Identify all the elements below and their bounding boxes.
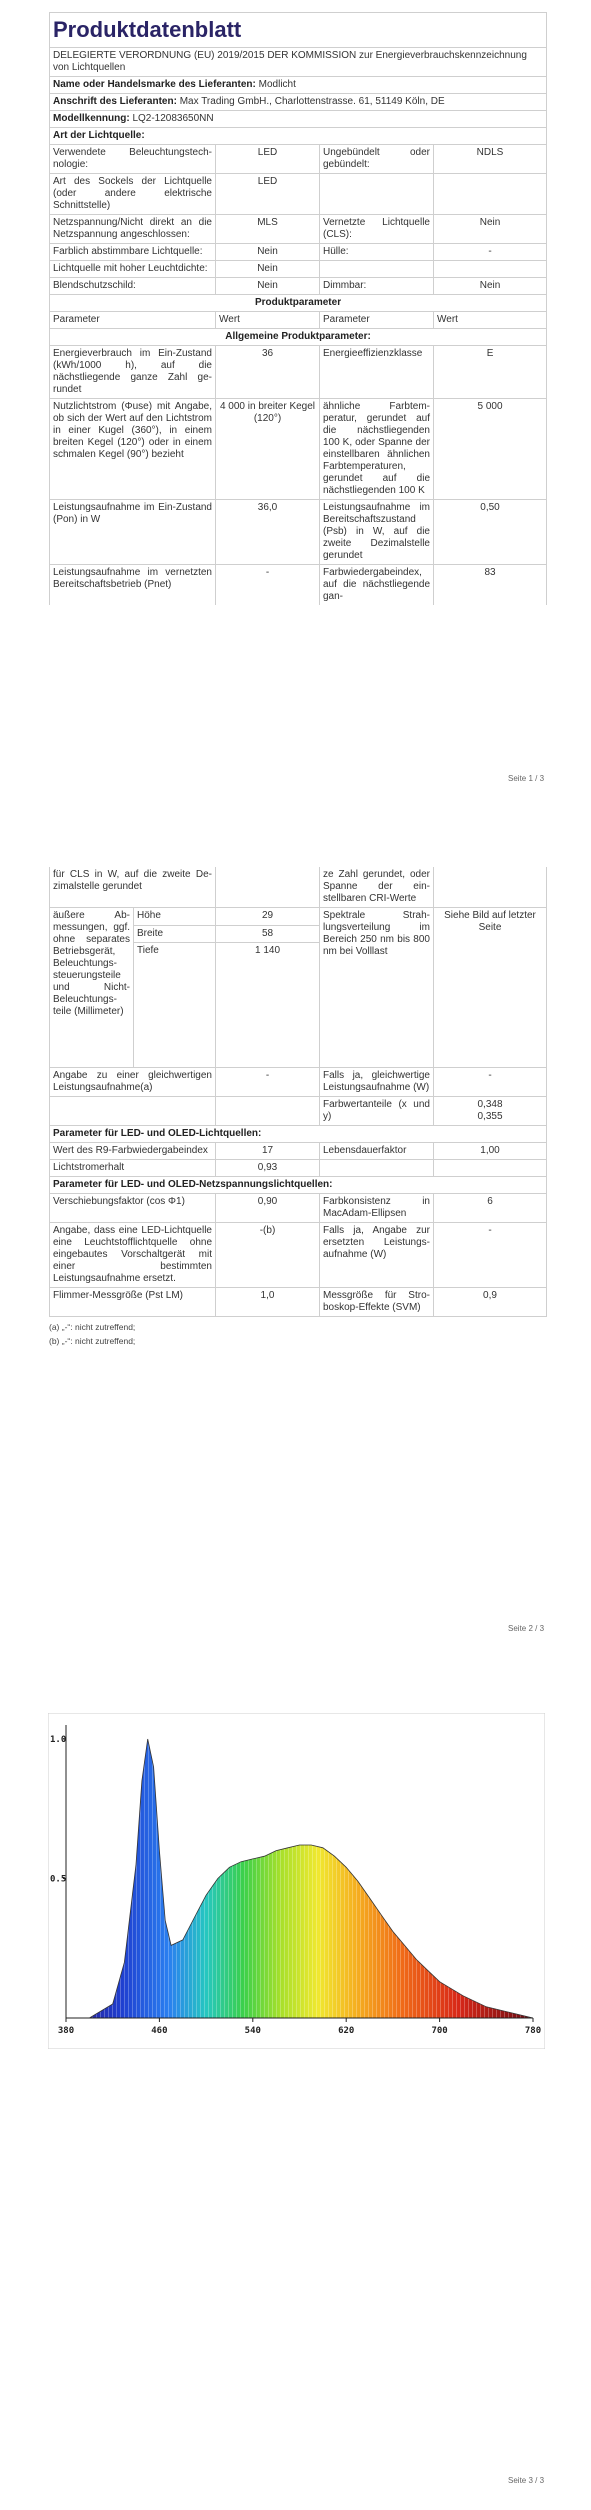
supplier-address-value: Max Trading GmbH., Charlottenstrasse. 61, 51149 Köln, DE — [179, 96, 445, 107]
x-tick-label: 620 — [338, 2026, 355, 2036]
table-row — [50, 215, 547, 244]
param-value: - — [434, 1223, 547, 1288]
supplier-name-label: Name oder Handelsmarke des Lieferanten: — [53, 79, 256, 90]
page-number: Seite 3 / 3 — [508, 2476, 545, 2485]
dimension-key: Höhe — [134, 908, 216, 926]
param-value: - — [434, 244, 547, 261]
supplier-name-row — [50, 77, 547, 94]
col-header-value: Wert — [216, 312, 320, 329]
param-value: 1,0 — [216, 1288, 320, 1317]
param-label: Messgröße für Stroboskop-Effekte (SVM) — [320, 1288, 434, 1317]
param-value: 0,348 0,355 — [434, 1097, 547, 1126]
supplier-address-row — [50, 94, 547, 111]
table-row — [50, 1068, 547, 1097]
param-label: Wert des R9-Farbwiedergabeindex — [50, 1143, 216, 1160]
param-label: Blendschutzschild: — [50, 278, 216, 295]
x-tick-label: 380 — [57, 2026, 75, 2036]
table-row — [50, 1160, 547, 1177]
param-label: Farblich abstimmbare Lichtquelle: — [50, 244, 216, 261]
param-value — [434, 174, 547, 215]
table-row — [50, 174, 547, 215]
param-value: - — [216, 1068, 320, 1097]
spectrum-chart — [48, 1713, 545, 2049]
param-label: Falls ja, Angabe zur ersetzten Leistungsaufnahme (W) — [320, 1223, 434, 1288]
param-label: Leistungsaufnahme im vernetzten Bereitschaftsbetrieb (Pnet) — [50, 565, 216, 606]
param-label: Dimmbar: — [320, 278, 434, 295]
param-value: LED — [216, 145, 320, 174]
table-row — [50, 565, 547, 606]
param-label — [320, 1160, 434, 1177]
table-row — [50, 346, 547, 399]
param-value: Nein — [216, 244, 320, 261]
param-label: für CLS in W, auf die zweite Dezimalstelle gerundet — [50, 867, 216, 908]
page-1 — [0, 0, 591, 800]
page-number: Seite 1 / 3 — [508, 774, 545, 783]
table-row — [50, 399, 547, 500]
dimension-value: 58 — [216, 925, 320, 943]
table-row — [50, 500, 547, 565]
param-label: Farbwertanteile (x und y) — [320, 1097, 434, 1126]
x-tick-label: 700 — [431, 2026, 448, 2036]
param-label: Verschiebungsfaktor (cos Φ1) — [50, 1194, 216, 1223]
table-row — [50, 867, 547, 908]
param-label: Falls ja, gleichwertige Leistungsaufnahme (W) — [320, 1068, 434, 1097]
general-params-header: Allgemeine Produktparameter: — [50, 329, 547, 346]
param-label: Farbwiedergabeindex, auf die nächstliegende gan- — [320, 565, 434, 606]
led-params-header: Parameter für LED- und OLED-Lichtquellen: — [50, 1126, 547, 1143]
param-label: ähnliche Farbtemperatur, gerundet auf die nächstliegenden 100 K, oder Spanne der einstellbaren ähnlichen Farbtemperaturen, gerundet auf die nächstliegenden 100 K — [320, 399, 434, 500]
param-label: Energieverbrauch im Ein-Zustand (kWh/1000 h), auf die nächstliegende ganze Zahl gerundet — [50, 346, 216, 399]
param-label: ze Zahl gerundet, oder Spanne der einstellbaren CRI-Werte — [320, 867, 434, 908]
param-label: Angabe, dass eine LED-Lichtquelle eine Leuchtstofflichtquelle ohne eingebautes Vorschaltgerät mit einer bestimmten Leistungsaufnahme ersetzt. — [50, 1223, 216, 1288]
y-tick-label: 0.5 — [50, 1874, 67, 1885]
param-value: 36,0 — [216, 500, 320, 565]
param-value — [434, 261, 547, 278]
param-value: MLS — [216, 215, 320, 244]
datasheet-page-1 — [49, 12, 546, 605]
dimension-value: 1 140 — [216, 943, 320, 1068]
dimension-key: Breite — [134, 925, 216, 943]
param-value: 0,93 — [216, 1160, 320, 1177]
page-title: Produktdatenblatt — [50, 13, 547, 48]
param-label: Angabe zu einer gleichwertigen Leistungsaufnahme(a) — [50, 1068, 216, 1097]
regulation-subtitle: DELEGIERTE VERORDNUNG (EU) 2019/2015 DER KOMMISSION zur Energieverbrauchskennzeichnung von Lichtquellen — [50, 48, 547, 77]
footnote: (a) „-“: nicht zutreffend; — [49, 1322, 136, 1332]
param-label: Farbkonsistenz in MacAdam-Ellipsen — [320, 1194, 434, 1223]
param-value: Nein — [216, 261, 320, 278]
param-value: 6 — [434, 1194, 547, 1223]
param-value: 36 — [216, 346, 320, 399]
col-header-parameter: Parameter — [320, 312, 434, 329]
model-value: LQ2-12083650NN — [132, 113, 214, 124]
datasheet-table-1 — [49, 12, 547, 605]
dimension-key: Tiefe — [134, 943, 216, 1068]
param-label: Lichtstromerhalt — [50, 1160, 216, 1177]
table-row — [50, 1143, 547, 1160]
param-value: NDLS — [434, 145, 547, 174]
dimensions-label: äußere Abmessungen, ggf. ohne separates Betriebsgerät, Beleuchtungssteuerungsteile und Nicht-Beleuchtungsteile (Millimeter) — [50, 908, 134, 1068]
col-header-value: Wert — [434, 312, 547, 329]
table-row — [50, 1288, 547, 1317]
table-row — [50, 278, 547, 295]
mls-params-header: Parameter für LED- und OLED-Netzspannungslichtquellen: — [50, 1177, 547, 1194]
param-label — [50, 1097, 216, 1126]
spectrum-chart-svg — [48, 1713, 545, 2049]
param-label: Art des Sockels der Lichtquelle (oder andere elektrische Schnittstelle) — [50, 174, 216, 215]
table-row — [50, 261, 547, 278]
param-value: 0,50 — [434, 500, 547, 565]
param-label — [320, 174, 434, 215]
table-row — [50, 145, 547, 174]
supplier-address-label: Anschrift des Lieferanten: — [53, 96, 177, 107]
model-label: Modellkennung: — [53, 113, 130, 124]
model-row — [50, 111, 547, 128]
param-value: Nein — [216, 278, 320, 295]
param-value: Nein — [434, 278, 547, 295]
param-label: Leistungsaufnahme im Ein-Zustand (Pon) in W — [50, 500, 216, 565]
param-label: Verwendete Beleuchtungstechnologie: — [50, 145, 216, 174]
param-value — [434, 1160, 547, 1177]
light-type-header: Art der Lichtquelle: — [50, 128, 547, 145]
param-label: Lichtquelle mit hoher Leuchtdichte: — [50, 261, 216, 278]
param-label: Energieeffizienzklasse — [320, 346, 434, 399]
param-value: - — [434, 1068, 547, 1097]
datasheet-table-2 — [49, 867, 547, 1317]
param-label: Flimmer-Messgröße (Pst LM) — [50, 1288, 216, 1317]
param-value: LED — [216, 174, 320, 215]
param-value — [216, 1097, 320, 1126]
param-label: Nutzlichtstrom (Φuse) mit Angabe, ob sich der Wert auf den Lichtstrom in einer Kugel (360°), in einem breiten Kegel (120°) oder in einem schmalen Kegel (90°) bezieht — [50, 399, 216, 500]
param-value: E — [434, 346, 547, 399]
param-value: 17 — [216, 1143, 320, 1160]
param-label: Vernetzte Lichtquelle (CLS): — [320, 215, 434, 244]
param-value: - — [216, 565, 320, 606]
table-row — [50, 908, 547, 926]
param-label: Lebensdauerfaktor — [320, 1143, 434, 1160]
param-value: 0,9 — [434, 1288, 547, 1317]
table-row — [50, 1223, 547, 1288]
dimension-value: 29 — [216, 908, 320, 926]
y-tick-label: 1.0 — [50, 1734, 67, 1745]
x-tick-label: 780 — [524, 2026, 542, 2036]
param-value: 1,00 — [434, 1143, 547, 1160]
table-row — [50, 1097, 547, 1126]
table-row — [50, 1194, 547, 1223]
table-row — [50, 244, 547, 261]
column-header-row — [50, 312, 547, 329]
param-value: Nein — [434, 215, 547, 244]
param-label — [320, 261, 434, 278]
param-label: Netzspannung/Nicht direkt an die Netzspannung angeschlossen: — [50, 215, 216, 244]
param-label: Hülle: — [320, 244, 434, 261]
supplier-name-value: Modlicht — [258, 79, 296, 90]
col-header-parameter: Parameter — [50, 312, 216, 329]
product-params-header: Produktparameter — [50, 295, 547, 312]
param-label: Ungebündelt oder gebündelt: — [320, 145, 434, 174]
param-value — [434, 867, 547, 908]
param-value: 0,90 — [216, 1194, 320, 1223]
param-value: Siehe Bild auf letzter Seite — [434, 908, 547, 1068]
param-label: Leistungsaufnahme im Bereitschaftszustand (Psb) in W, auf die zweite Dezimalstelle gerundet — [320, 500, 434, 565]
footnotes — [49, 1320, 546, 1348]
page-number: Seite 2 / 3 — [508, 1624, 545, 1633]
param-value: 5 000 — [434, 399, 547, 500]
x-tick-label: 540 — [244, 2026, 261, 2036]
param-value: -(b) — [216, 1223, 320, 1288]
datasheet-page-2 — [49, 867, 546, 1348]
param-value — [216, 867, 320, 908]
page-2 — [0, 800, 591, 1650]
param-label: Spektrale Strahlungsverteilung im Bereich 250 nm bis 800 nm bei Volllast — [320, 908, 434, 1068]
param-value: 83 — [434, 565, 547, 606]
param-value: 4 000 in breiter Kegel (120°) — [216, 399, 320, 500]
footnote: (b) „-“: nicht zutreffend; — [49, 1336, 136, 1346]
x-tick-label: 460 — [151, 2026, 168, 2036]
